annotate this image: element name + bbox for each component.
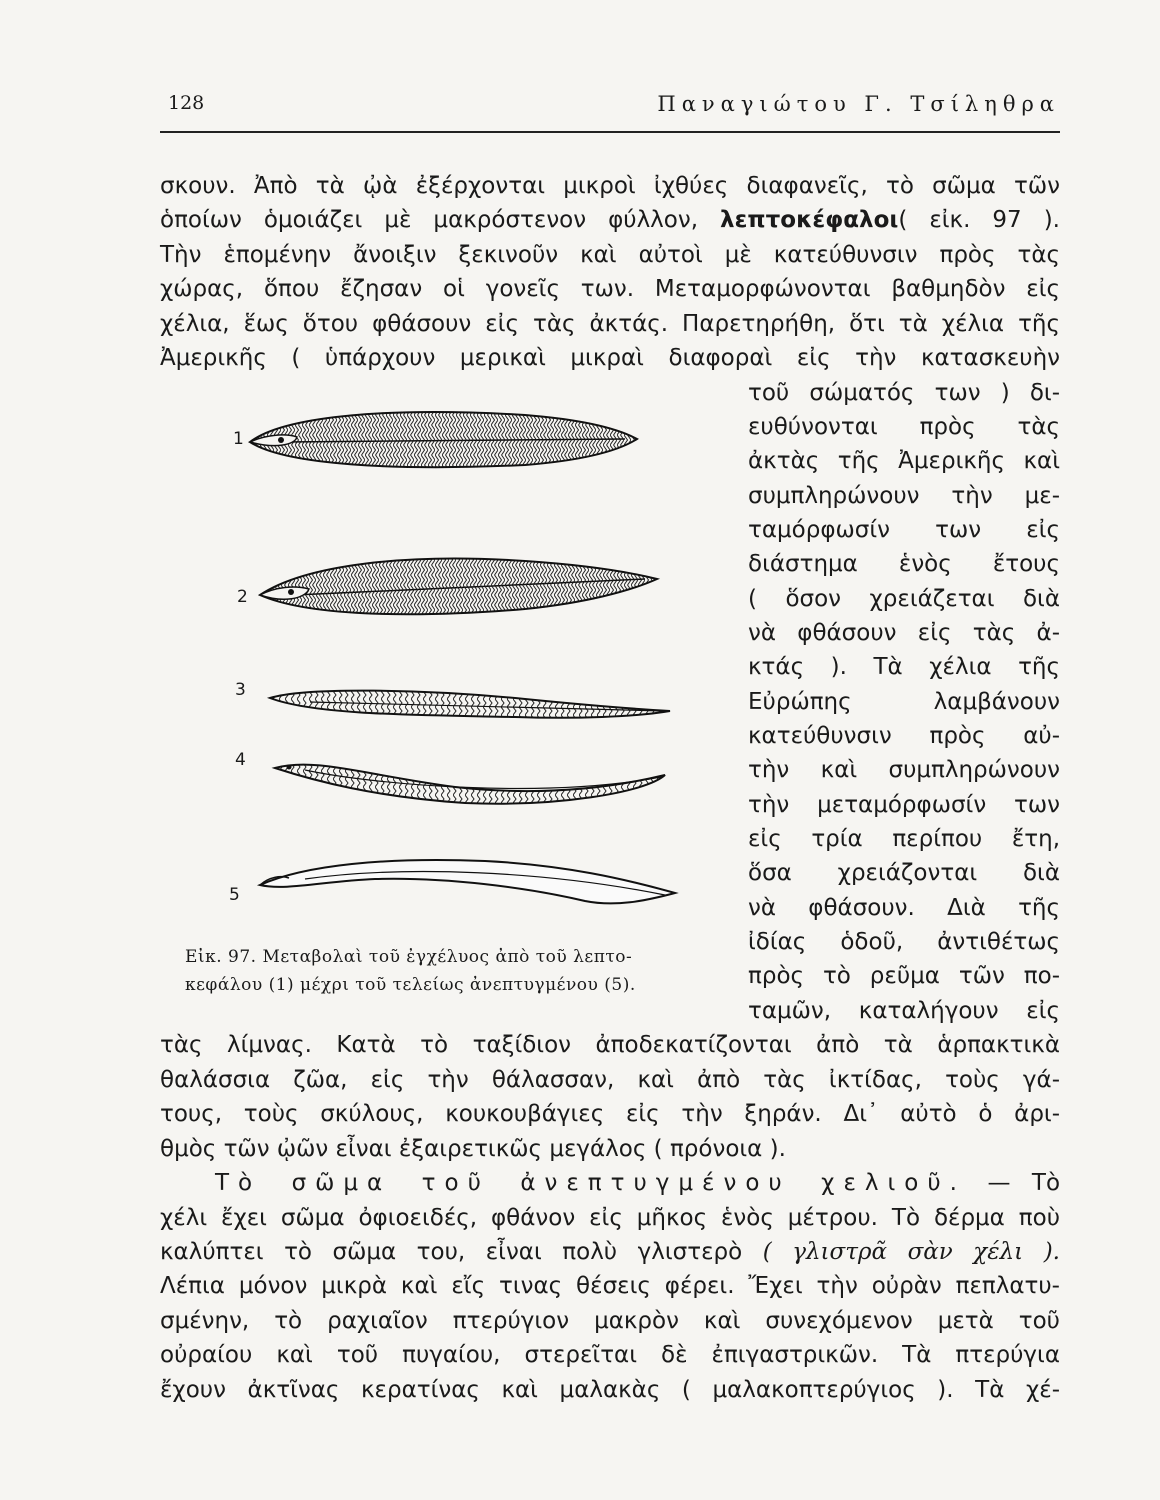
text-line: νὰ φθάσουν. Διὰ τῆς [748,895,1060,921]
eel-stage-2 [260,559,657,615]
section-heading: Τὸ σῶμα τοῦ ἀνεπτυγμένου χελιοῦ. [215,1170,966,1196]
text-line: οὐραίου καὶ τοῦ πυγαίου, στερεῖται δὲ ἐπιγαστρικῶν. Τὰ πτερύγια [160,1342,1060,1368]
text-line: Εὐρώπης λαμβάνουν [748,689,1060,715]
text-line: ( ὅσον χρειάζεται διὰ [748,586,1060,612]
stage-number: 4 [235,750,246,770]
running-head: Παναγιώτου Γ. Τσίληθρα [657,92,1060,116]
italic-phrase: ( γλιστρᾶ σὰν χέλι ). [762,1239,1060,1265]
text-line: κτάς ). Τὰ χέλια τῆς [748,654,1060,680]
text-line: τὰς λίμνας. Κατὰ τὸ ταξίδιον ἀποδεκατίζονται ἀπὸ τὰ ἁρπακτικὰ [160,1032,1060,1058]
text-line: ἰδίας ὁδοῦ, ἀντιθέτως [748,929,1060,955]
text-line: θμὸς τῶν ᾠῶν εἶναι ἐξαιρετικῶς μεγάλος ( πρόνοια ). [160,1136,786,1162]
text-line: Τὴν ἑπομένην ἄνοιξιν ξεκινοῦν καὶ αὐτοὶ μὲ κατεύθυνσιν πρὸς τὰς [160,242,1060,268]
text-line: χέλι ἔχει σῶμα ὀφιοειδές, φθάνον εἰς μῆκος ἑνὸς μέτρου. Τὸ δέρμα ποὺ [160,1205,1060,1231]
text-line [160,1237,1060,1267]
section-heading-line [215,1168,1060,1198]
eel-stage-3 [270,691,670,718]
eel-stage-1 [250,412,637,467]
text-line: τὴν μεταμόρφωσίν των [748,792,1060,818]
eel-stage-4 [275,765,665,804]
text-line: χέλια, ἕως ὅτου φθάσουν εἰς τὰς ἀκτάς. Παρετηρήθη, ὅτι τὰ χέλια τῆς [160,311,1060,337]
stage-number: 2 [237,587,248,607]
text-line: σμένην, τὸ ραχιαῖον πτερύγιον μακρὸν καὶ συνεχόμενον μετὰ τοῦ [160,1308,1060,1334]
text-line: σκουν. Ἀπὸ τὰ ᾠὰ ἐξέρχονται μικροὶ ἰχθύες διαφανεῖς, τὸ σῶμα τῶν [160,173,1060,199]
text-line: ἔχουν ἀκτῖνας κερατίνας καὶ μαλακὰς ( μαλακοπτερύγιος ). Τὰ χέ- [160,1377,1060,1403]
text-line: εἰς τρία περίπου ἔτη, [748,826,1060,852]
figure-caption-line: κεφάλου (1) μέχρι τοῦ τελείως ἀνεπτυγμένου (5). [185,975,636,995]
text-line: τὴν καὶ συμπληρώνουν [748,757,1060,783]
stage-number: 5 [229,885,240,905]
text-line: διάστημα ἑνὸς ἔτους [748,551,1060,577]
text-line: θαλάσσια ζῶα, εἰς τὴν θάλασσαν, καὶ ἀπὸ τὰς ἰκτίδας, τοὺς γά- [160,1067,1060,1093]
text-line: ὅσα χρειάζονται διὰ [748,860,1060,886]
page-number: 128 [168,92,205,114]
text-line: ευθύνονται πρὸς τὰς [748,414,1060,440]
text-line: τοῦ σώματός των ) δι- [748,380,1060,406]
stage-number: 3 [235,680,246,700]
figure-reference: ( εἰκ. 97 ). [898,207,1060,233]
text-line: Ἀμερικῆς ( ὑπάρχουν μερικαὶ μικραὶ διαφοραὶ εἰς τὴν κατασκευὴν [160,345,1060,371]
figure-caption-line: Εἰκ. 97. Μεταβολαὶ τοῦ ἐγχέλυος ἀπὸ τοῦ λεπτο- [185,947,633,967]
text-line: νὰ φθάσουν εἰς τὰς ἀ- [748,620,1060,646]
text-line: συμπληρώνουν τὴν με- [748,483,1060,509]
text-line: Λέπια μόνον μικρὰ καὶ εἴς τινας θέσεις φέρει. Ἔχει τὴν οὐρὰν πεπλατυ- [160,1273,1060,1299]
eel-stage-5 [260,860,675,903]
stage-number: 1 [233,429,244,449]
text-line [160,205,1060,235]
eel-metamorphosis-figure [225,395,695,925]
text-run: καλύπτει τὸ σῶμα του, εἶναι πολὺ γλιστερὸ [160,1239,743,1265]
header-rule [160,131,1060,133]
text-run: — Τὸ [987,1170,1061,1196]
page-header [160,92,1060,126]
text-line: ταμῶν, καταλήγουν εἰς [748,998,1060,1024]
eel-illustration [225,395,695,925]
text-line: πρὸς τὸ ρεῦμα τῶν πο- [748,963,1060,989]
term-leptocephali: λεπτοκέφαλοι [720,207,899,233]
text-line: ταμόρφωσίν των εἰς [748,517,1060,543]
text-line: τους, τοὺς σκύλους, κουκουβάγιες εἰς τὴν ξηράν. Δι᾿ αὐτὸ ὁ ἀρι- [160,1101,1060,1127]
text-line: κατεύθυνσιν πρὸς αὐ- [748,723,1060,749]
text-line: χώρας, ὅπου ἔζησαν οἱ γονεῖς των. Μεταμορφώνονται βαθμηδὸν εἰς [160,276,1060,302]
text-line: ἀκτὰς τῆς Ἀμερικῆς καὶ [748,448,1060,474]
text-run: ὁποίων ὁμοιάζει μὲ μακρόστενον φύλλον, [160,207,699,233]
